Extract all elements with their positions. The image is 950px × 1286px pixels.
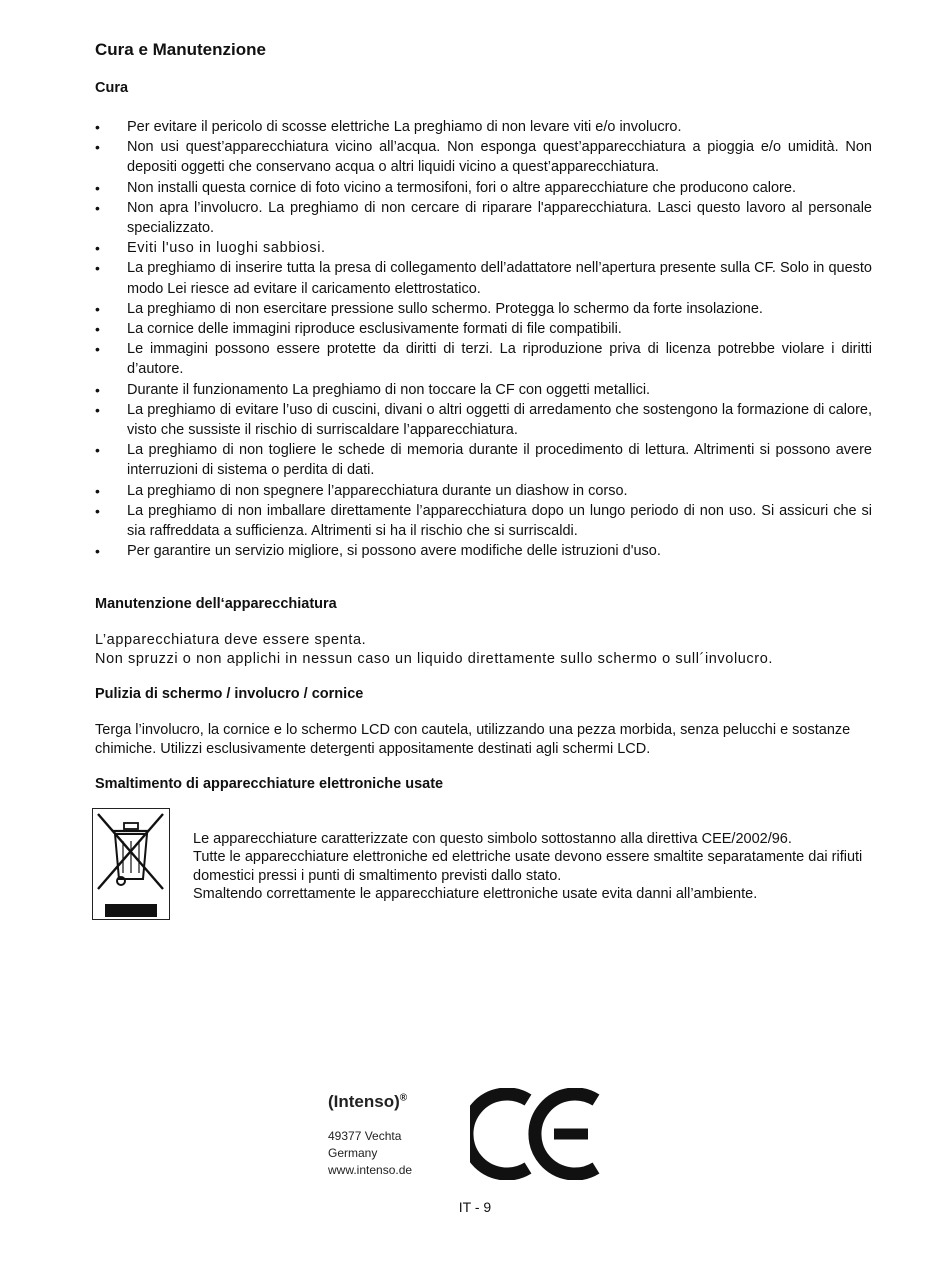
list-item: • La cornice delle immagini riproduce esclusivamente formati di file compatibili.: [95, 319, 872, 339]
list-item: • La preghiamo di non esercitare pressione sullo schermo. Protegga lo schermo da forte insolazione.: [95, 299, 872, 319]
list-item: • La preghiamo di non spegnere l’apparecchiatura durante un diashow in corso.: [95, 481, 872, 501]
list-item: • La preghiamo di non togliere le schede di memoria durante il procedimento di lettura. Altrimenti si possono avere interruzioni di sistema o perdita di dati.: [95, 440, 872, 480]
page-number: IT - 9: [458, 1199, 492, 1215]
page-title: Cura e Manutenzione: [95, 40, 266, 59]
brand-address-line-1: 49377 Vechta: [328, 1129, 402, 1143]
list-item: • La preghiamo di evitare l’uso di cuscini, divani o altri oggetti di arredamento che sostengono la formazione di calore, visto che sussiste il rischio di surriscaldare l’apparecchiatura.: [95, 400, 872, 440]
smaltimento-line-2: Tutte le apparecchiature elettroniche ed elettriche usate devono essere smaltite separatamente dai rifiuti domestici pressi i punti di smaltimento previsti dallo stato.: [193, 849, 863, 884]
pulizia-text: Terga l’involucro, la cornice e lo schermo LCD con cautela, utilizzando una pezza morbida, senza pelucchi e sostanze chimiche. Utilizzi esclusivamente detergenti appositamente destinati agli schermi LCD.: [95, 722, 851, 757]
pulizia-heading: Pulizia di schermo / involucro / cornice: [95, 686, 364, 702]
manutenzione-heading: Manutenzione dell‘apparecchiatura: [95, 596, 337, 612]
list-item: • La preghiamo di inserire tutta la presa di collegamento dell’adattatore nell’apertura presente sulla CF. Solo in questo modo Lei riesce ad evitare il caricamento elettrostatico.: [95, 258, 872, 298]
list-item: • Per garantire un servizio migliore, si possono avere modifiche delle istruzioni d'uso.: [95, 541, 872, 561]
manutenzione-line-2: Non spruzzi o non applichi in nessun caso un liquido direttamente sullo schermo o sull´involucro.: [95, 651, 774, 667]
weee-bin-icon: [92, 808, 170, 920]
brand-logo: [328, 1092, 412, 1112]
smaltimento-line-3: Smaltendo correttamente le apparecchiature elettroniche usate evita danni all’ambiente.: [193, 885, 758, 902]
list-item: • Non apra l’involucro. La preghiamo di non cercare di riparare l'apparecchiatura. Lasci questo lavoro al personale specializzato.: [95, 198, 872, 238]
list-item: • Per evitare il pericolo di scosse elettriche La preghiamo di non levare viti e/o involucro.: [95, 117, 872, 137]
registered-mark: ®: [399, 1092, 408, 1104]
brand-block: [328, 1092, 412, 1179]
smaltimento-line-1: Le apparecchiature caratterizzate con questo simbolo sottostanno alla direttiva CEE/2002/96.: [193, 831, 792, 847]
list-item: • Durante il funzionamento La preghiamo di non toccare la CF con oggetti metallici.: [95, 380, 872, 400]
cura-heading: Cura: [95, 80, 129, 96]
brand-address-line-2: Germany: [328, 1146, 378, 1160]
list-item: • Non installi questa cornice di foto vicino a termosifoni, fori o altre apparecchiature che producono calore.: [95, 178, 872, 198]
ce-mark-icon: [470, 1088, 602, 1180]
cura-list: [95, 117, 872, 561]
list-item: • Non usi quest’apparecchiatura vicino all’acqua. Non esponga quest’apparecchiatura a pioggia e/o umidità. Non depositi oggetti che conservano acqua o altri liquidi vicino a quest’apparecchiatura.: [95, 137, 872, 177]
list-item: • Le immagini possono essere protette da diritti di terzi. La riproduzione priva di licenza potrebbe violare i diritti d’autore.: [95, 339, 872, 379]
smaltimento-text: [193, 830, 873, 903]
manutenzione-line-1: L’apparecchiatura deve essere spenta.: [95, 632, 367, 648]
list-item: • La preghiamo di non imballare direttamente l’apparecchiatura dopo un lungo periodo di non uso. Si assicuri che si sia raffreddata a sufficienza. Altrimenti si ha il rischio che si surriscaldi.: [95, 501, 872, 541]
smaltimento-heading: Smaltimento di apparecchiature elettroniche usate: [95, 776, 444, 792]
brand-name: (Intenso): [328, 1092, 400, 1111]
brand-address: [328, 1128, 412, 1179]
brand-website: www.intenso.de: [328, 1163, 413, 1177]
list-item: • Eviti l'uso in luoghi sabbiosi.: [95, 238, 872, 258]
